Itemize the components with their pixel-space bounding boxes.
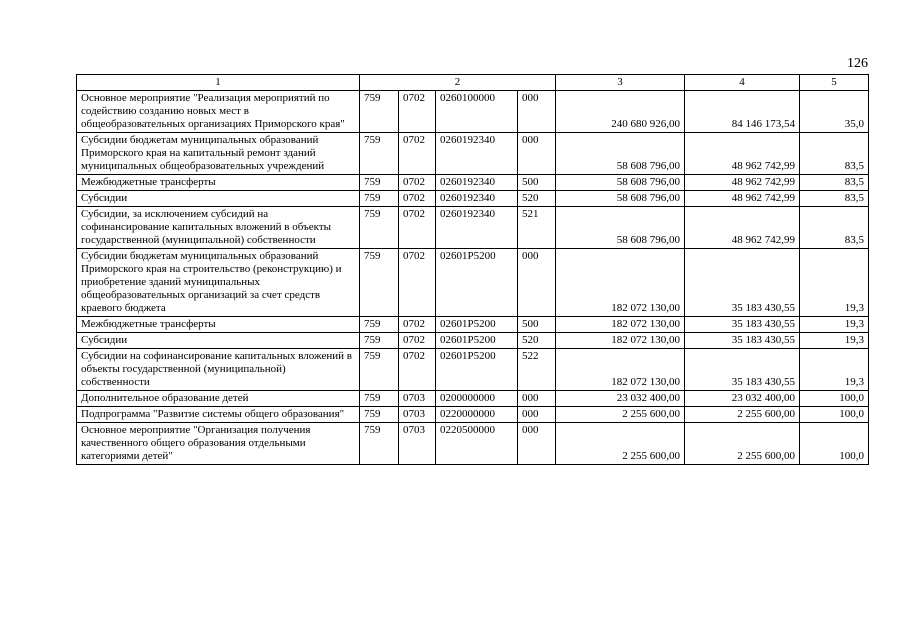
- row-value-percent: 19,3: [800, 333, 869, 349]
- row-description: Субсидии бюджетам муниципальных образований Приморского края на капитальный ремонт зданий муниципальных общеобразовательных учреждений: [77, 133, 360, 175]
- header-col-5: 5: [800, 75, 869, 91]
- row-code-section: 0703: [399, 407, 436, 423]
- row-value-executed: 35 183 430,55: [685, 249, 800, 317]
- table-row: [77, 91, 869, 133]
- row-value-planned: 182 072 130,00: [556, 249, 685, 317]
- row-code-target: 0200000000: [436, 391, 518, 407]
- row-code-section: 0702: [399, 175, 436, 191]
- table-row: [77, 175, 869, 191]
- row-value-percent: 83,5: [800, 191, 869, 207]
- row-code-expense-type: 500: [518, 317, 556, 333]
- row-description: Субсидии: [77, 333, 360, 349]
- table-row: [77, 423, 869, 465]
- row-code-grbs: 759: [360, 133, 399, 175]
- budget-table: [76, 74, 869, 465]
- header-col-1: 1: [77, 75, 360, 91]
- row-code-section: 0702: [399, 349, 436, 391]
- row-code-section: 0702: [399, 133, 436, 175]
- row-code-target: 0260192340: [436, 207, 518, 249]
- row-code-target: 0260192340: [436, 175, 518, 191]
- row-code-section: 0703: [399, 391, 436, 407]
- row-code-section: 0702: [399, 207, 436, 249]
- row-code-section: 0702: [399, 249, 436, 317]
- row-code-grbs: 759: [360, 349, 399, 391]
- header-col-2: 2: [360, 75, 556, 91]
- row-value-executed: 48 962 742,99: [685, 191, 800, 207]
- table-row: [77, 207, 869, 249]
- row-code-target: 02601P5200: [436, 249, 518, 317]
- row-code-expense-type: 500: [518, 175, 556, 191]
- row-code-section: 0703: [399, 423, 436, 465]
- table-row: [77, 333, 869, 349]
- row-value-executed: 35 183 430,55: [685, 317, 800, 333]
- row-code-expense-type: 520: [518, 191, 556, 207]
- row-code-target: 0260192340: [436, 191, 518, 207]
- row-value-executed: 35 183 430,55: [685, 333, 800, 349]
- header-col-4: 4: [685, 75, 800, 91]
- row-value-percent: 83,5: [800, 175, 869, 191]
- row-value-planned: 2 255 600,00: [556, 407, 685, 423]
- row-value-percent: 100,0: [800, 423, 869, 465]
- row-code-expense-type: 520: [518, 333, 556, 349]
- header-row: [77, 75, 869, 91]
- row-code-target: 02601P5200: [436, 333, 518, 349]
- row-code-grbs: 759: [360, 91, 399, 133]
- row-value-planned: 58 608 796,00: [556, 191, 685, 207]
- row-value-planned: 2 255 600,00: [556, 423, 685, 465]
- row-code-section: 0702: [399, 333, 436, 349]
- row-code-target: 0220500000: [436, 423, 518, 465]
- row-value-executed: 2 255 600,00: [685, 407, 800, 423]
- row-code-grbs: 759: [360, 407, 399, 423]
- row-code-section: 0702: [399, 191, 436, 207]
- row-code-target: 0260192340: [436, 133, 518, 175]
- row-description: Межбюджетные трансферты: [77, 317, 360, 333]
- row-code-target: 0220000000: [436, 407, 518, 423]
- row-value-executed: 23 032 400,00: [685, 391, 800, 407]
- row-value-planned: 182 072 130,00: [556, 333, 685, 349]
- row-value-executed: 48 962 742,99: [685, 133, 800, 175]
- row-value-percent: 100,0: [800, 391, 869, 407]
- row-value-percent: 100,0: [800, 407, 869, 423]
- row-code-grbs: 759: [360, 191, 399, 207]
- row-description: Субсидии: [77, 191, 360, 207]
- table-row: [77, 249, 869, 317]
- row-code-expense-type: 522: [518, 349, 556, 391]
- row-code-section: 0702: [399, 91, 436, 133]
- row-value-executed: 48 962 742,99: [685, 175, 800, 191]
- row-value-executed: 48 962 742,99: [685, 207, 800, 249]
- row-value-planned: 240 680 926,00: [556, 91, 685, 133]
- table-row: [77, 349, 869, 391]
- row-code-expense-type: 000: [518, 249, 556, 317]
- row-code-grbs: 759: [360, 175, 399, 191]
- table-row: [77, 407, 869, 423]
- row-value-percent: 19,3: [800, 249, 869, 317]
- row-code-expense-type: 000: [518, 423, 556, 465]
- row-description: Основное мероприятие "Организация получения качественного общего образования отдельными категориями детей": [77, 423, 360, 465]
- table-row: [77, 191, 869, 207]
- row-value-executed: 84 146 173,54: [685, 91, 800, 133]
- row-description: Субсидии на софинансирование капитальных вложений в объекты государственной (муниципальной) собственности: [77, 349, 360, 391]
- row-code-expense-type: 000: [518, 407, 556, 423]
- row-value-planned: 58 608 796,00: [556, 133, 685, 175]
- row-value-planned: 58 608 796,00: [556, 175, 685, 191]
- row-code-target: 02601P5200: [436, 349, 518, 391]
- row-code-section: 0702: [399, 317, 436, 333]
- row-value-percent: 35,0: [800, 91, 869, 133]
- row-description: Подпрограмма "Развитие системы общего образования": [77, 407, 360, 423]
- row-code-grbs: 759: [360, 333, 399, 349]
- row-value-percent: 83,5: [800, 207, 869, 249]
- row-code-expense-type: 000: [518, 133, 556, 175]
- row-description: Субсидии бюджетам муниципальных образований Приморского края на строительство (реконструкцию) и приобретение зданий муниципальных общеобразовательных организаций за счет средств краевого бюджета: [77, 249, 360, 317]
- row-description: Дополнительное образование детей: [77, 391, 360, 407]
- row-code-expense-type: 000: [518, 391, 556, 407]
- table-row: [77, 317, 869, 333]
- row-value-planned: 182 072 130,00: [556, 317, 685, 333]
- row-value-percent: 19,3: [800, 349, 869, 391]
- header-col-3: 3: [556, 75, 685, 91]
- row-description: Основное мероприятие "Реализация мероприятий по содействию созданию новых мест в общеобразовательных организациях Приморского края": [77, 91, 360, 133]
- row-code-target: 02601P5200: [436, 317, 518, 333]
- row-value-percent: 19,3: [800, 317, 869, 333]
- row-description: Межбюджетные трансферты: [77, 175, 360, 191]
- row-code-target: 0260100000: [436, 91, 518, 133]
- row-value-executed: 2 255 600,00: [685, 423, 800, 465]
- row-code-grbs: 759: [360, 423, 399, 465]
- row-value-planned: 58 608 796,00: [556, 207, 685, 249]
- row-code-grbs: 759: [360, 207, 399, 249]
- row-code-grbs: 759: [360, 391, 399, 407]
- table-row: [77, 133, 869, 175]
- row-code-grbs: 759: [360, 317, 399, 333]
- row-code-expense-type: 000: [518, 91, 556, 133]
- row-value-planned: 23 032 400,00: [556, 391, 685, 407]
- row-code-expense-type: 521: [518, 207, 556, 249]
- row-value-planned: 182 072 130,00: [556, 349, 685, 391]
- row-code-grbs: 759: [360, 249, 399, 317]
- row-description: Субсидии, за исключением субсидий на софинансирование капитальных вложений в объекты государственной (муниципальной) собственности: [77, 207, 360, 249]
- row-value-percent: 83,5: [800, 133, 869, 175]
- page-number: 126: [847, 56, 868, 71]
- table-row: [77, 391, 869, 407]
- row-value-executed: 35 183 430,55: [685, 349, 800, 391]
